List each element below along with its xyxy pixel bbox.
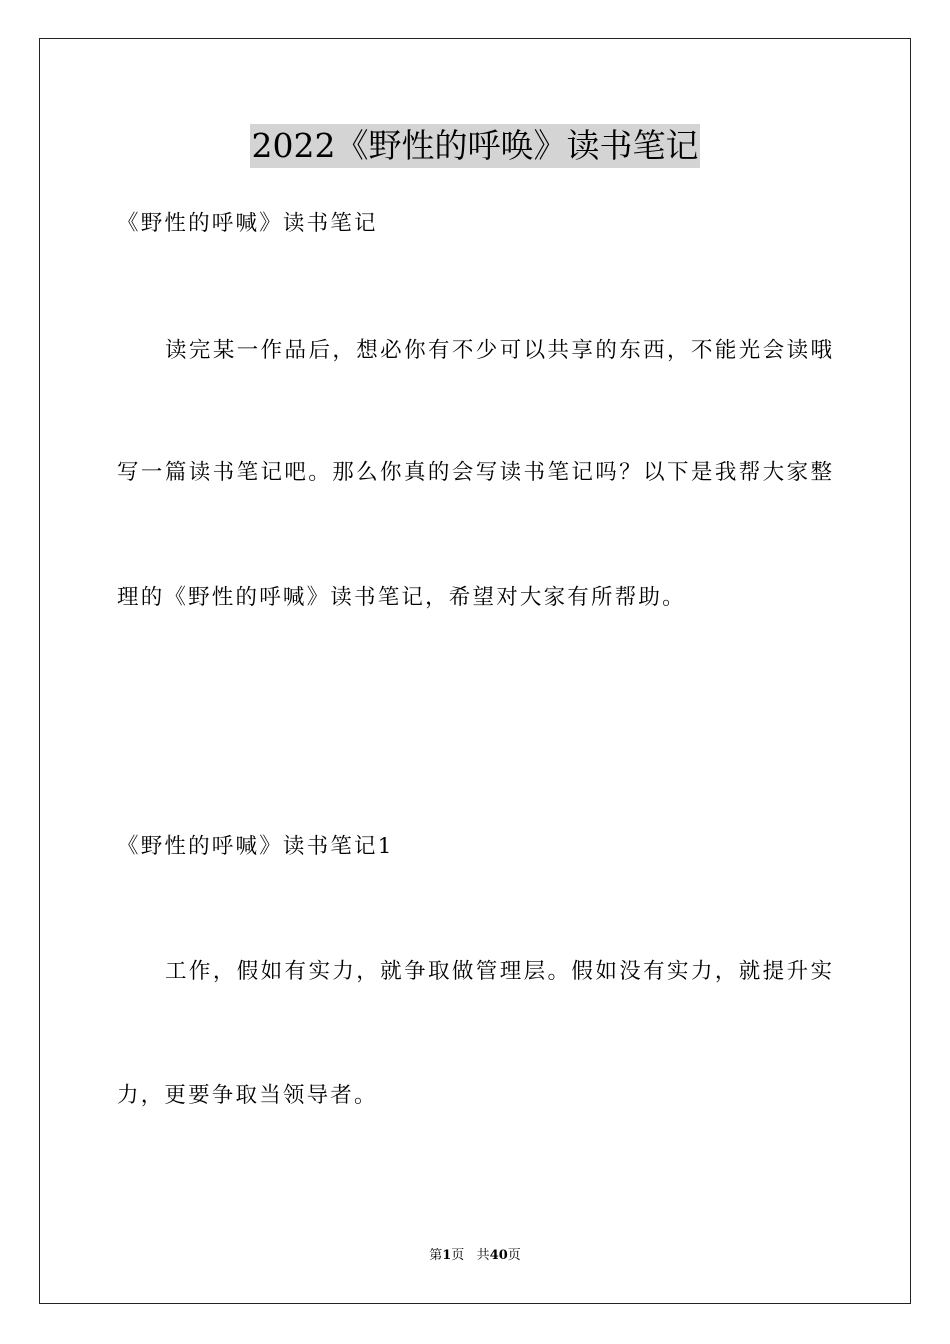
footer-total-pages: 40: [489, 1248, 508, 1263]
section-line-2: 力，更要争取当领导者。: [117, 1083, 378, 1108]
section-line-1: 工作，假如有实力，就争取做管理层。假如没有实力，就提升实: [165, 959, 832, 984]
section-heading: 《野性的呼喊》读书笔记1: [117, 834, 394, 859]
footer-total-suffix: 页: [507, 1248, 521, 1263]
page-footer: [0, 1247, 950, 1265]
document-subtitle: 《野性的呼喊》读书笔记: [117, 211, 378, 236]
footer-page-suffix: 页: [451, 1248, 465, 1263]
document-title: 2022《野性的呼唤》读书笔记: [250, 124, 701, 168]
footer-total-prefix: 共: [476, 1248, 490, 1263]
intro-line-2: 写一篇读书笔记吧。那么你真的会写读书笔记吗？以下是我帮大家整: [117, 460, 832, 485]
footer-page-prefix: 第: [429, 1248, 443, 1263]
intro-line-1: 读完某一作品后，想必你有不少可以共享的东西，不能光会读哦: [165, 338, 832, 363]
footer-page-number: 1: [442, 1248, 452, 1263]
title-container: [0, 124, 950, 168]
intro-line-3: 理的《野性的呼喊》读书笔记，希望对大家有所帮助。: [117, 585, 686, 610]
